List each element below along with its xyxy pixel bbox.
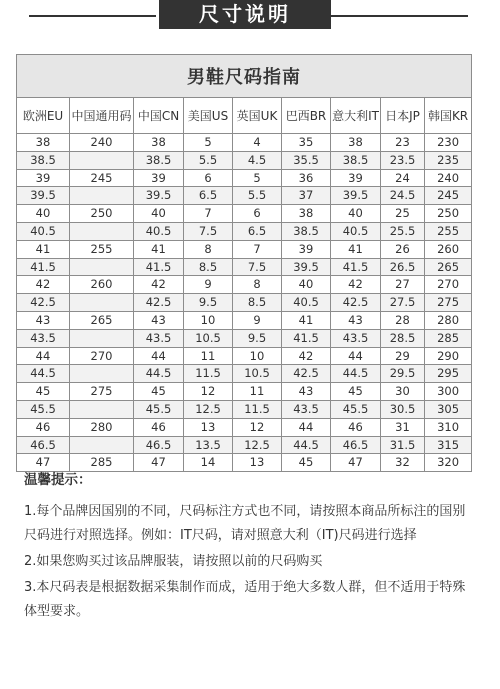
table-cell: 6.5 xyxy=(184,187,233,205)
table-cell: 265 xyxy=(70,311,134,329)
table-cell: 26.5 xyxy=(381,258,425,276)
table-cell: 43 xyxy=(17,311,70,329)
table-cell: 13 xyxy=(233,454,282,472)
table-cell: 25 xyxy=(381,205,425,223)
table-cell: 45 xyxy=(17,383,70,401)
table-cell: 30.5 xyxy=(381,400,425,418)
table-header-row xyxy=(17,98,472,134)
table-cell: 39.5 xyxy=(134,187,184,205)
table-cell: 295 xyxy=(425,365,472,383)
table-cell: 38 xyxy=(282,205,331,223)
table-row xyxy=(17,187,472,205)
table-cell xyxy=(70,258,134,276)
table-cell: 23 xyxy=(381,134,425,152)
column-header: 巴西BR xyxy=(282,98,331,134)
table-cell: 38.5 xyxy=(134,151,184,169)
column-header: 韩国KR xyxy=(425,98,472,134)
table-cell: 42.5 xyxy=(17,294,70,312)
table-cell: 45.5 xyxy=(17,400,70,418)
table-cell: 41 xyxy=(134,240,184,258)
table-cell: 300 xyxy=(425,383,472,401)
table-cell: 245 xyxy=(425,187,472,205)
table-cell: 38 xyxy=(17,134,70,152)
table-cell: 275 xyxy=(70,383,134,401)
table-cell: 42 xyxy=(331,276,381,294)
table-cell: 43 xyxy=(331,311,381,329)
table-cell: 38 xyxy=(331,134,381,152)
table-row xyxy=(17,205,472,223)
table-row xyxy=(17,400,472,418)
table-cell: 6 xyxy=(233,205,282,223)
table-cell: 4.5 xyxy=(233,151,282,169)
table-cell: 47 xyxy=(331,454,381,472)
table-cell: 44.5 xyxy=(331,365,381,383)
table-cell: 46 xyxy=(134,418,184,436)
table-cell: 9.5 xyxy=(184,294,233,312)
table-cell: 5 xyxy=(233,169,282,187)
note-item-2: 2.如果您购买过该品牌服装，请按照以前的尺码购买 xyxy=(24,554,323,569)
table-cell: 245 xyxy=(70,169,134,187)
table-cell: 260 xyxy=(70,276,134,294)
table-cell: 41 xyxy=(282,311,331,329)
table-cell: 8.5 xyxy=(184,258,233,276)
table-cell: 28 xyxy=(381,311,425,329)
table-row xyxy=(17,134,472,152)
table-row xyxy=(17,258,472,276)
column-header: 美国US xyxy=(184,98,233,134)
table-cell: 8 xyxy=(233,276,282,294)
table-title: 男鞋尺码指南 xyxy=(17,55,472,98)
table-cell: 42 xyxy=(17,276,70,294)
note-item-1: 1.每个品牌因国别的不同，尺码标注方式也不同，请按照本商品所标注的国别尺码进行对照选择。例如：IT尺码，请对照意大利（IT)尺码进行选择 xyxy=(24,504,466,543)
table-cell: 43.5 xyxy=(134,329,184,347)
table-cell xyxy=(70,400,134,418)
table-cell: 26 xyxy=(381,240,425,258)
column-header: 英国UK xyxy=(233,98,282,134)
table-cell: 41 xyxy=(17,240,70,258)
table-cell: 305 xyxy=(425,400,472,418)
column-header: 中国通用码 xyxy=(70,98,134,134)
table-row xyxy=(17,222,472,240)
table-cell: 9 xyxy=(184,276,233,294)
table-cell: 23.5 xyxy=(381,151,425,169)
table-cell: 250 xyxy=(70,205,134,223)
table-cell: 46 xyxy=(17,418,70,436)
table-cell: 235 xyxy=(425,151,472,169)
table-row xyxy=(17,169,472,187)
table-cell: 40 xyxy=(134,205,184,223)
table-cell: 40.5 xyxy=(282,294,331,312)
table-cell: 40 xyxy=(17,205,70,223)
table-row xyxy=(17,294,472,312)
table-cell: 41 xyxy=(331,240,381,258)
table-cell: 47 xyxy=(134,454,184,472)
header-divider-left xyxy=(29,15,156,17)
table-cell: 39 xyxy=(134,169,184,187)
column-header: 日本JP xyxy=(381,98,425,134)
table-cell: 42 xyxy=(282,347,331,365)
table-cell: 6 xyxy=(184,169,233,187)
table-cell: 13 xyxy=(184,418,233,436)
table-cell: 27.5 xyxy=(381,294,425,312)
table-cell: 7.5 xyxy=(233,258,282,276)
table-cell: 9 xyxy=(233,311,282,329)
table-cell: 7.5 xyxy=(184,222,233,240)
table-cell: 44.5 xyxy=(17,365,70,383)
table-cell: 25.5 xyxy=(381,222,425,240)
table-cell: 41.5 xyxy=(331,258,381,276)
table-cell: 4 xyxy=(233,134,282,152)
notes-section xyxy=(24,468,474,626)
table-cell: 42.5 xyxy=(134,294,184,312)
table-cell: 230 xyxy=(425,134,472,152)
table-cell: 5 xyxy=(184,134,233,152)
table-cell: 5.5 xyxy=(184,151,233,169)
table-cell: 44 xyxy=(282,418,331,436)
table-cell: 265 xyxy=(425,258,472,276)
table-cell: 45.5 xyxy=(134,400,184,418)
column-header: 意大利IT xyxy=(331,98,381,134)
header-divider-right xyxy=(330,15,468,17)
table-cell: 32 xyxy=(381,454,425,472)
table-cell: 39.5 xyxy=(17,187,70,205)
table-cell: 9.5 xyxy=(233,329,282,347)
note-item-3: 3.本尺码表是根据数据采集制作而成，适用于绝大多数人群，但不适用于特殊体型要求。 xyxy=(24,580,466,619)
table-cell: 11 xyxy=(233,383,282,401)
table-cell: 42 xyxy=(134,276,184,294)
table-row xyxy=(17,436,472,454)
table-cell: 14 xyxy=(184,454,233,472)
table-cell: 37 xyxy=(282,187,331,205)
table-cell: 45.5 xyxy=(331,400,381,418)
table-cell: 29.5 xyxy=(381,365,425,383)
table-cell: 260 xyxy=(425,240,472,258)
table-cell: 8.5 xyxy=(233,294,282,312)
table-cell: 38.5 xyxy=(17,151,70,169)
table-cell: 8 xyxy=(184,240,233,258)
size-table xyxy=(16,54,472,472)
table-cell: 320 xyxy=(425,454,472,472)
table-cell: 11.5 xyxy=(184,365,233,383)
table-row xyxy=(17,365,472,383)
table-cell: 28.5 xyxy=(381,329,425,347)
table-cell: 12 xyxy=(184,383,233,401)
table-cell: 40.5 xyxy=(17,222,70,240)
table-body xyxy=(17,134,472,472)
table-cell: 29 xyxy=(381,347,425,365)
table-cell: 6.5 xyxy=(233,222,282,240)
table-cell: 31 xyxy=(381,418,425,436)
table-cell: 40 xyxy=(331,205,381,223)
table-cell: 38 xyxy=(134,134,184,152)
notes-title: 温馨提示： xyxy=(24,472,92,488)
table-cell: 27 xyxy=(381,276,425,294)
page-header xyxy=(0,0,500,30)
table-cell: 12.5 xyxy=(184,400,233,418)
column-header: 欧洲EU xyxy=(17,98,70,134)
table-cell: 45 xyxy=(282,454,331,472)
table-cell: 46.5 xyxy=(331,436,381,454)
table-cell: 47 xyxy=(17,454,70,472)
table-cell: 40.5 xyxy=(134,222,184,240)
table-cell: 270 xyxy=(425,276,472,294)
table-cell: 315 xyxy=(425,436,472,454)
table-cell: 35.5 xyxy=(282,151,331,169)
table-cell xyxy=(70,222,134,240)
table-row xyxy=(17,329,472,347)
table-cell: 35 xyxy=(282,134,331,152)
table-cell: 240 xyxy=(425,169,472,187)
table-cell: 270 xyxy=(70,347,134,365)
table-cell: 41.5 xyxy=(282,329,331,347)
table-cell xyxy=(70,329,134,347)
table-cell: 44 xyxy=(331,347,381,365)
table-cell: 13.5 xyxy=(184,436,233,454)
table-cell: 44.5 xyxy=(134,365,184,383)
table-cell: 44 xyxy=(17,347,70,365)
size-chart xyxy=(16,54,471,472)
table-cell: 11.5 xyxy=(233,400,282,418)
table-cell xyxy=(70,294,134,312)
table-cell: 43 xyxy=(134,311,184,329)
table-row xyxy=(17,418,472,436)
table-row xyxy=(17,347,472,365)
table-cell: 44 xyxy=(134,347,184,365)
table-cell: 10 xyxy=(233,347,282,365)
table-row xyxy=(17,240,472,258)
table-cell: 10 xyxy=(184,311,233,329)
table-cell: 240 xyxy=(70,134,134,152)
table-cell xyxy=(70,365,134,383)
table-cell: 43.5 xyxy=(282,400,331,418)
table-row xyxy=(17,276,472,294)
table-cell: 45 xyxy=(331,383,381,401)
table-cell: 24 xyxy=(381,169,425,187)
table-row xyxy=(17,151,472,169)
table-cell: 285 xyxy=(70,454,134,472)
table-cell: 46.5 xyxy=(134,436,184,454)
table-row xyxy=(17,311,472,329)
table-cell: 250 xyxy=(425,205,472,223)
table-cell: 43.5 xyxy=(17,329,70,347)
table-cell: 285 xyxy=(425,329,472,347)
table-cell: 39 xyxy=(331,169,381,187)
column-header: 中国CN xyxy=(134,98,184,134)
table-cell: 39.5 xyxy=(282,258,331,276)
table-cell: 39.5 xyxy=(331,187,381,205)
table-cell: 24.5 xyxy=(381,187,425,205)
table-cell: 40 xyxy=(282,276,331,294)
table-cell: 255 xyxy=(425,222,472,240)
table-cell: 43 xyxy=(282,383,331,401)
table-cell xyxy=(70,436,134,454)
table-cell: 310 xyxy=(425,418,472,436)
table-cell xyxy=(70,187,134,205)
table-cell: 46.5 xyxy=(17,436,70,454)
table-cell: 7 xyxy=(184,205,233,223)
table-row xyxy=(17,383,472,401)
table-cell: 42.5 xyxy=(282,365,331,383)
table-cell: 275 xyxy=(425,294,472,312)
table-cell: 39 xyxy=(282,240,331,258)
table-cell: 39 xyxy=(17,169,70,187)
table-cell: 41.5 xyxy=(17,258,70,276)
table-cell: 41.5 xyxy=(134,258,184,276)
table-cell: 45 xyxy=(134,383,184,401)
table-cell: 38.5 xyxy=(331,151,381,169)
table-cell: 12.5 xyxy=(233,436,282,454)
table-cell xyxy=(70,151,134,169)
table-cell: 40.5 xyxy=(331,222,381,240)
table-cell: 10.5 xyxy=(233,365,282,383)
table-cell: 7 xyxy=(233,240,282,258)
table-cell: 36 xyxy=(282,169,331,187)
table-cell: 255 xyxy=(70,240,134,258)
table-cell: 42.5 xyxy=(331,294,381,312)
table-cell: 10.5 xyxy=(184,329,233,347)
table-cell: 38.5 xyxy=(282,222,331,240)
table-cell: 44.5 xyxy=(282,436,331,454)
page-title: 尺寸说明 xyxy=(159,0,331,29)
table-cell: 11 xyxy=(184,347,233,365)
table-cell: 43.5 xyxy=(331,329,381,347)
table-cell: 280 xyxy=(70,418,134,436)
table-cell: 290 xyxy=(425,347,472,365)
table-cell: 280 xyxy=(425,311,472,329)
table-cell: 30 xyxy=(381,383,425,401)
table-cell: 46 xyxy=(331,418,381,436)
table-cell: 5.5 xyxy=(233,187,282,205)
table-cell: 12 xyxy=(233,418,282,436)
table-cell: 31.5 xyxy=(381,436,425,454)
